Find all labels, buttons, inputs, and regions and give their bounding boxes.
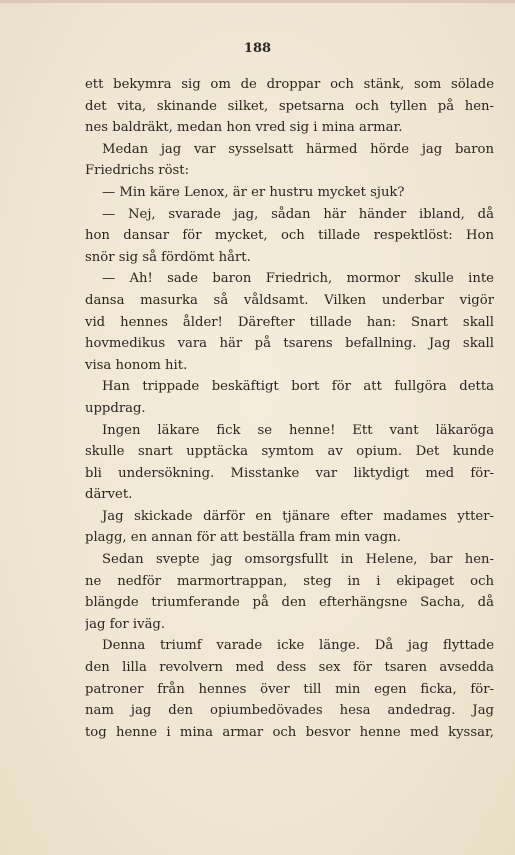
text-line: dansa masurka så våldsamt. Vilken underbar vigör (85, 292, 494, 308)
text-line: ne nedför marmortrappan, steg in i ekipaget och (85, 573, 494, 589)
text-line: Han trippade beskäftigt bort för att fullgöra detta (102, 379, 494, 395)
text-line: bli undersökning. Misstanke var liktydigt med för- (85, 465, 494, 481)
text-line: tog henne i mina armar och besvor henne med kyssar, (85, 724, 494, 740)
text-line: visa honom hit. (85, 357, 188, 373)
text-line: snör sig så fördömt hårt. (85, 249, 251, 265)
text-line: — Ah! sade baron Friedrich, mormor skulle inte (102, 271, 494, 287)
text-line: därvet. (85, 487, 133, 503)
text-line: — Nej, svarade jag, sådan här händer ibland, då (102, 206, 494, 222)
text-line: Jag skickade därför en tjänare efter madames ytter- (102, 508, 494, 524)
text-line: Denna triumf varade icke länge. Då jag flyttade (102, 638, 494, 654)
page-top-edge (0, 0, 515, 3)
text-line: vid hennes ålder! Därefter tillade han: Snart skall (85, 314, 494, 330)
text-line: den lilla revolvern med dess sex för tsaren avsedda (85, 660, 494, 676)
text-line: Ingen läkare fick se henne! Ett vant läkaröga (102, 422, 494, 438)
text-line: ett bekymra sig om de droppar och stänk, som sölade (85, 77, 494, 92)
text-line: — Min käre Lenox, är er hustru mycket sjuk? (102, 184, 405, 200)
body-text (85, 74, 494, 743)
text-line: hon dansar för mycket, och tillade respektlöst: Hon (85, 228, 494, 244)
text-line: hovmedikus vara här på tsarens befallning. Jag skall (85, 336, 494, 352)
text-line: Friedrichs röst: (85, 163, 190, 179)
text-line: uppdrag. (85, 400, 146, 416)
text-line: Medan jag var sysselsatt härmed hörde jag baron (102, 141, 494, 157)
text-line: Sedan svepte jag omsorgsfullt in Helene, bar hen- (102, 552, 494, 568)
text-line: det vita, skinande silket, spetsarna och tyllen på hen- (85, 98, 494, 114)
text-line: nam jag den opiumbedövades hesa andedrag. Jag (85, 703, 494, 719)
text-line: blängde triumferande på den efterhängsne Sacha, då (85, 595, 494, 611)
text-line: nes baldräkt, medan hon vred sig i mina armar. (85, 120, 403, 136)
text-line: skulle snart upptäcka symtom av opium. Det kunde (85, 444, 494, 460)
text-line: jag for iväg. (85, 616, 166, 632)
page-number: 188 (243, 41, 272, 56)
text-line: plagg, en annan för att beställa fram min vagn. (85, 530, 401, 546)
text-line: patroner från hennes över till min egen ficka, för- (85, 681, 494, 697)
